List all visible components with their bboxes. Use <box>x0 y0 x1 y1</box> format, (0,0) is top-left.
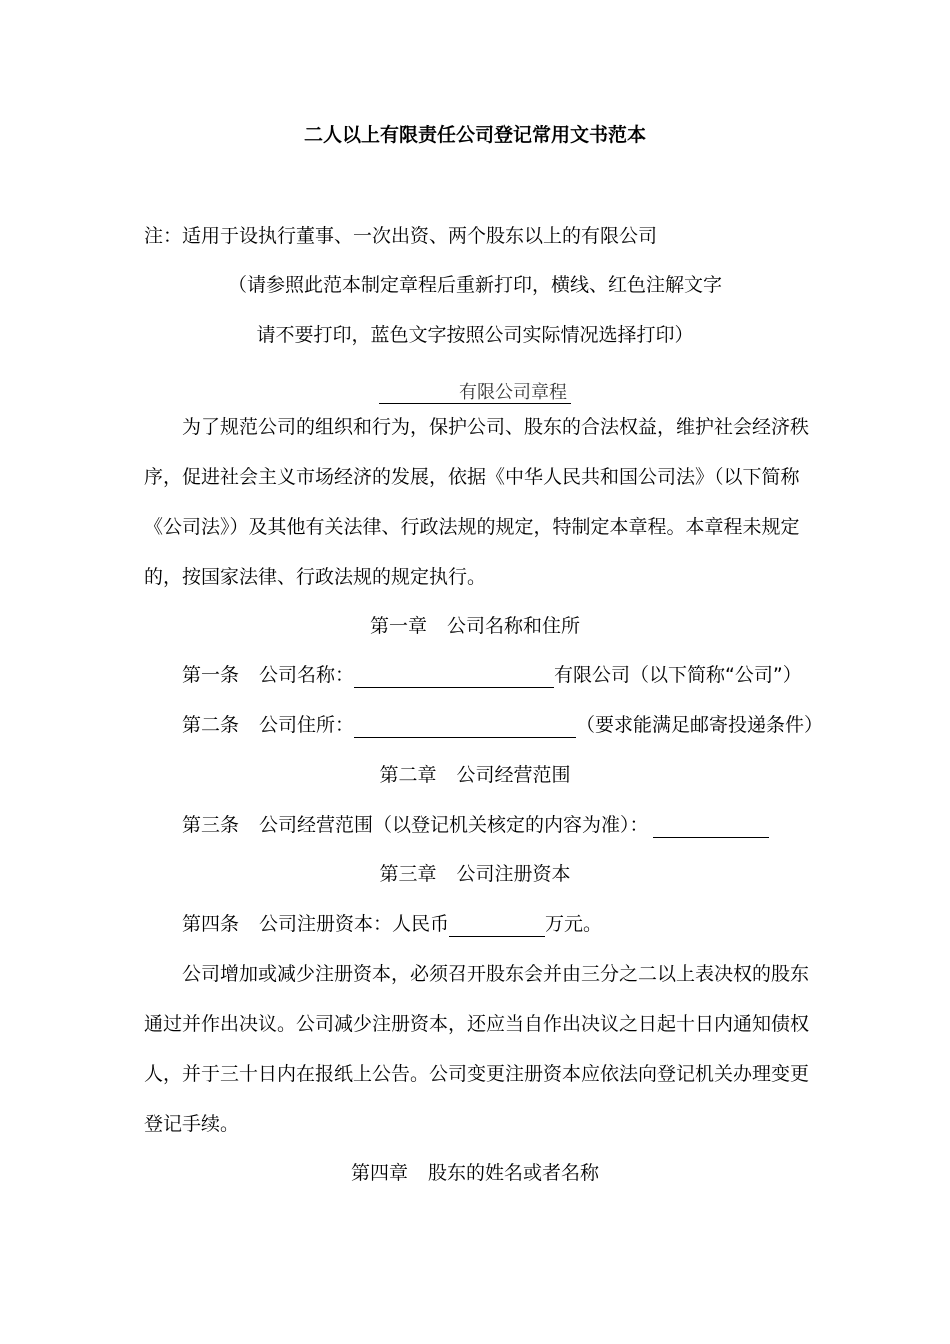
article-4-number: 第四条 <box>182 913 240 935</box>
article-4-label: 公司注册资本：人民币 <box>259 913 450 935</box>
chapter-4-name: 股东的姓名或者名称 <box>428 1162 600 1184</box>
capital-change-line-1: 公司增加或减少注册资本，必须召开股东会并由三分之二以上表决权的股东 <box>182 963 810 985</box>
chapter-2-heading <box>0 762 950 788</box>
article-2 <box>182 712 823 738</box>
instruction-line-1: （请参照此范本制定章程后重新打印，横线、红色注解文字 <box>227 274 722 296</box>
article-2-label: 公司住所： <box>259 714 355 736</box>
company-name-blank[interactable] <box>354 665 554 688</box>
document-title: 二人以上有限责任公司登记常用文书范本 <box>303 124 646 146</box>
charter-title <box>0 380 950 406</box>
business-scope-blank[interactable] <box>653 815 769 838</box>
preamble-line-3: 《公司法》）及其他有关法律、行政法规的规定，特制定本章程。本章程未规定 <box>144 516 800 538</box>
preamble-line-1: 为了规范公司的组织和行为，保护公司、股东的合法权益，维护社会经济秩 <box>182 416 810 438</box>
article-3-label: 公司经营范围（以登记机关核定的内容为准）： <box>259 814 649 836</box>
capital-change-line-2: 通过并作出决议。公司减少注册资本，还应当自作出决议之日起十日内通知债权 <box>144 1013 810 1035</box>
article-1 <box>182 662 802 688</box>
chapter-4-number: 第四章 <box>350 1162 408 1184</box>
registered-capital-blank[interactable] <box>449 914 545 937</box>
chapter-1-name: 公司名称和住所 <box>447 615 581 637</box>
article-1-number: 第一条 <box>182 664 240 686</box>
chapter-3-name: 公司注册资本 <box>456 863 571 885</box>
chapter-3-number: 第三章 <box>379 863 437 885</box>
article-3-number: 第三条 <box>182 814 240 836</box>
article-4 <box>182 911 602 937</box>
company-address-blank[interactable] <box>354 715 576 738</box>
preamble-line-4: 的，按国家法律、行政法规的规定执行。 <box>144 566 487 588</box>
article-4-suffix: 万元。 <box>545 913 603 935</box>
article-1-suffix: 有限公司（以下简称“公司”） <box>554 664 802 686</box>
article-2-number: 第二条 <box>182 714 240 736</box>
capital-change-line-4: 登记手续。 <box>144 1113 240 1135</box>
capital-change-line-3: 人，并于三十日内在报纸上公告。公司变更注册资本应依法向登记机关办理变更 <box>144 1063 810 1085</box>
instruction-line-2: 请不要打印，蓝色文字按照公司实际情况选择打印） <box>256 324 694 346</box>
article-1-label: 公司名称： <box>259 664 355 686</box>
charter-title-text: 有限公司章程 <box>379 382 571 404</box>
preamble-line-2: 序，促进社会主义市场经济的发展，依据《中华人民共和国公司法》（以下简称 <box>144 466 800 488</box>
chapter-2-number: 第二章 <box>379 764 437 786</box>
chapter-2-name: 公司经营范围 <box>456 764 571 786</box>
article-2-suffix: （要求能满足邮寄投递条件） <box>576 714 824 736</box>
chapter-1-heading <box>0 613 950 639</box>
applicability-note: 注：适用于设执行董事、一次出资、两个股东以上的有限公司 <box>144 225 658 247</box>
chapter-4-heading <box>0 1160 950 1186</box>
chapter-3-heading <box>0 861 950 887</box>
chapter-1-number: 第一章 <box>369 615 427 637</box>
article-3 <box>182 812 769 838</box>
